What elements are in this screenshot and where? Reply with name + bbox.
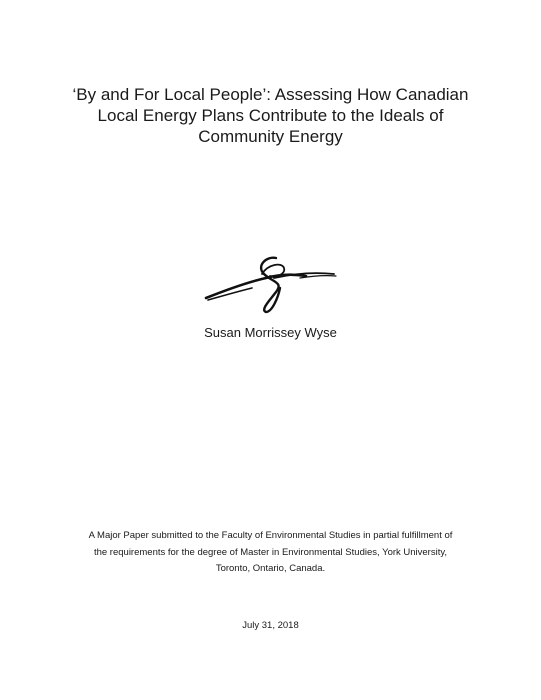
submission-line-3: Toronto, Ontario, Canada. [215, 563, 326, 574]
handwritten-signature [196, 252, 346, 316]
submission-line-2: the requirements for the degree of Master in Environmental Studies, York University, [93, 546, 448, 558]
submission-line-1: A Major Paper submitted to the Faculty of Environmental Studies in partial fulfillment of [88, 530, 453, 541]
title-line-1: ‘By and For Local People’: Assessing How Canadian [72, 85, 469, 104]
submission-statement [40, 528, 501, 578]
author-name: Susan Morrissey Wyse [204, 325, 337, 340]
title-line-3: Community Energy [198, 127, 343, 146]
submission-date: July 31, 2018 [242, 620, 299, 631]
paper-title [40, 84, 501, 147]
title-line-2: Local Energy Plans Contribute to the Ideals of [97, 106, 444, 125]
